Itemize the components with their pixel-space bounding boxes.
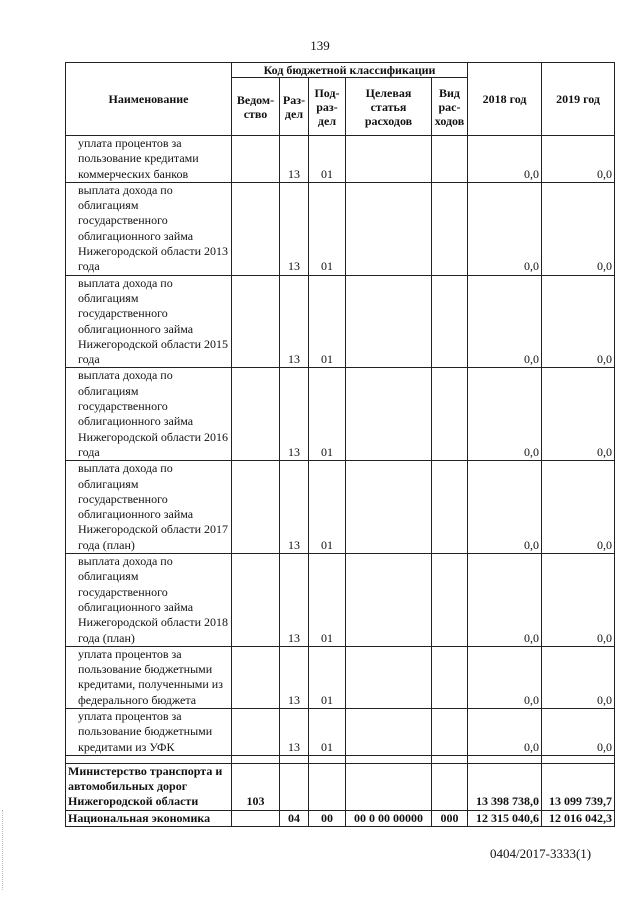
row-razdel: 13: [280, 368, 309, 461]
economy-2018: 12 315 040,6: [468, 810, 542, 826]
spacer-cell: [66, 755, 232, 763]
spacer-row: [66, 755, 615, 763]
spacer-cell: [542, 755, 615, 763]
row-vid: [432, 368, 468, 461]
row-2018: 0,0: [468, 182, 542, 275]
ministry-razdel: [280, 763, 309, 810]
row-name-text: выплата дохода по облигациям государственного облигационного займа Нижегородской области 2015 года: [78, 275, 229, 367]
row-name-text: выплата дохода по облигациям государственного облигационного займа Нижегородской области 2017 года (план): [78, 461, 229, 552]
spacer-cell: [468, 755, 542, 763]
ministry-name: Министерство транспорта и автомобильных дорог Нижегородской области: [66, 763, 232, 810]
table-body: [66, 136, 615, 827]
row-2018: 0,0: [468, 646, 542, 708]
row-target: [346, 136, 432, 183]
header-2019: 2019 год: [542, 63, 615, 136]
row-name: [66, 182, 232, 275]
table-row: [66, 708, 615, 755]
spacer-cell: [346, 755, 432, 763]
header-podrazdel: Под-раз-дел: [309, 78, 346, 136]
scan-margin-mark: [2, 810, 9, 890]
table-row: [66, 461, 615, 554]
row-ved: [232, 275, 280, 368]
row-target: [346, 646, 432, 708]
row-vid: [432, 182, 468, 275]
row-razdel: 13: [280, 708, 309, 755]
row-name: [66, 461, 232, 554]
economy-2019: 12 016 042,3: [542, 810, 615, 826]
header-vid: Вид рас-ходов: [432, 78, 468, 136]
row-ved: [232, 368, 280, 461]
row-razdel: 13: [280, 182, 309, 275]
table-row: [66, 554, 615, 647]
spacer-cell: [432, 755, 468, 763]
table-row: [66, 275, 615, 368]
row-name: [66, 368, 232, 461]
economy-razdel: 04: [280, 810, 309, 826]
row-razdel: 13: [280, 554, 309, 647]
economy-target: 00 0 00 00000: [346, 810, 432, 826]
row-ved: [232, 182, 280, 275]
row-podrazdel: 01: [309, 708, 346, 755]
row-2019: 0,0: [542, 708, 615, 755]
economy-vid: 000: [432, 810, 468, 826]
row-name: [66, 646, 232, 708]
economy-ved: [232, 810, 280, 826]
row-ved: [232, 646, 280, 708]
row-ved: [232, 708, 280, 755]
row-name-text: выплата дохода по облигациям государственного облигационного займа Нижегородской области 2016 года: [78, 368, 229, 459]
table-header: [66, 63, 615, 136]
row-vid: [432, 275, 468, 368]
table-row: [66, 646, 615, 708]
row-2019: 0,0: [542, 646, 615, 708]
row-name-text: уплата процентов за пользование бюджетными кредитами из УФК: [78, 708, 213, 754]
economy-row: [66, 810, 615, 826]
row-2018: 0,0: [468, 368, 542, 461]
row-2018: 0,0: [468, 136, 542, 183]
economy-name: Национальная экономика: [66, 810, 232, 826]
row-target: [346, 708, 432, 755]
ministry-ved: 103: [232, 763, 280, 810]
row-name-text: выплата дохода по облигациям государственного облигационного займа Нижегородской области 2018 года (план): [78, 554, 229, 645]
row-podrazdel: 01: [309, 182, 346, 275]
ministry-podrazdel: [309, 763, 346, 810]
row-2018: 0,0: [468, 461, 542, 554]
page-number: 139: [310, 38, 330, 53]
row-name-text: уплата процентов за пользование бюджетными кредитами, полученными из федерального бюджета: [78, 646, 223, 707]
row-2019: 0,0: [542, 461, 615, 554]
row-podrazdel: 01: [309, 554, 346, 647]
ministry-2018: 13 398 738,0: [468, 763, 542, 810]
row-name-text: выплата дохода по облигациям государственного облигационного займа Нижегородской области 2013 года: [78, 182, 229, 274]
row-ved: [232, 136, 280, 183]
ministry-2019: 13 099 739,7: [542, 763, 615, 810]
row-2019: 0,0: [542, 182, 615, 275]
row-target: [346, 368, 432, 461]
row-vid: [432, 554, 468, 647]
header-classification: Код бюджетной классификации: [232, 63, 468, 78]
row-target: [346, 275, 432, 368]
header-razdel: Раз-дел: [280, 78, 309, 136]
row-2018: 0,0: [468, 708, 542, 755]
row-target: [346, 461, 432, 554]
row-target: [346, 554, 432, 647]
row-2019: 0,0: [542, 136, 615, 183]
row-podrazdel: 01: [309, 646, 346, 708]
spacer-cell: [309, 755, 346, 763]
row-ved: [232, 461, 280, 554]
row-podrazdel: 01: [309, 136, 346, 183]
row-vid: [432, 461, 468, 554]
row-vid: [432, 136, 468, 183]
row-name-text: уплата процентов за пользование кредитами коммерческих банков: [78, 136, 199, 181]
row-ved: [232, 554, 280, 647]
row-vid: [432, 646, 468, 708]
row-2019: 0,0: [542, 368, 615, 461]
row-name: [66, 136, 232, 183]
header-2018: 2018 год: [468, 63, 542, 136]
row-razdel: 13: [280, 275, 309, 368]
row-2019: 0,0: [542, 554, 615, 647]
header-vedomstvo: Ведом-ство: [232, 78, 280, 136]
row-2018: 0,0: [468, 554, 542, 647]
spacer-cell: [232, 755, 280, 763]
document-code: 0404/2017-3333(1): [490, 846, 592, 861]
budget-table: [65, 62, 615, 827]
table-row: [66, 182, 615, 275]
row-razdel: 13: [280, 646, 309, 708]
row-name: [66, 708, 232, 755]
row-2019: 0,0: [542, 275, 615, 368]
economy-podrazdel: 00: [309, 810, 346, 826]
ministry-row: [66, 763, 615, 810]
row-podrazdel: 01: [309, 461, 346, 554]
table-row: [66, 136, 615, 183]
row-name: [66, 554, 232, 647]
row-podrazdel: 01: [309, 275, 346, 368]
row-vid: [432, 708, 468, 755]
row-target: [346, 182, 432, 275]
header-name: Наименование: [66, 63, 232, 136]
ministry-vid: [432, 763, 468, 810]
spacer-cell: [280, 755, 309, 763]
ministry-target: [346, 763, 432, 810]
row-name: [66, 275, 232, 368]
row-podrazdel: 01: [309, 368, 346, 461]
table-row: [66, 368, 615, 461]
header-target: Целевая статья расходов: [346, 78, 432, 136]
row-2018: 0,0: [468, 275, 542, 368]
row-razdel: 13: [280, 461, 309, 554]
row-razdel: 13: [280, 136, 309, 183]
